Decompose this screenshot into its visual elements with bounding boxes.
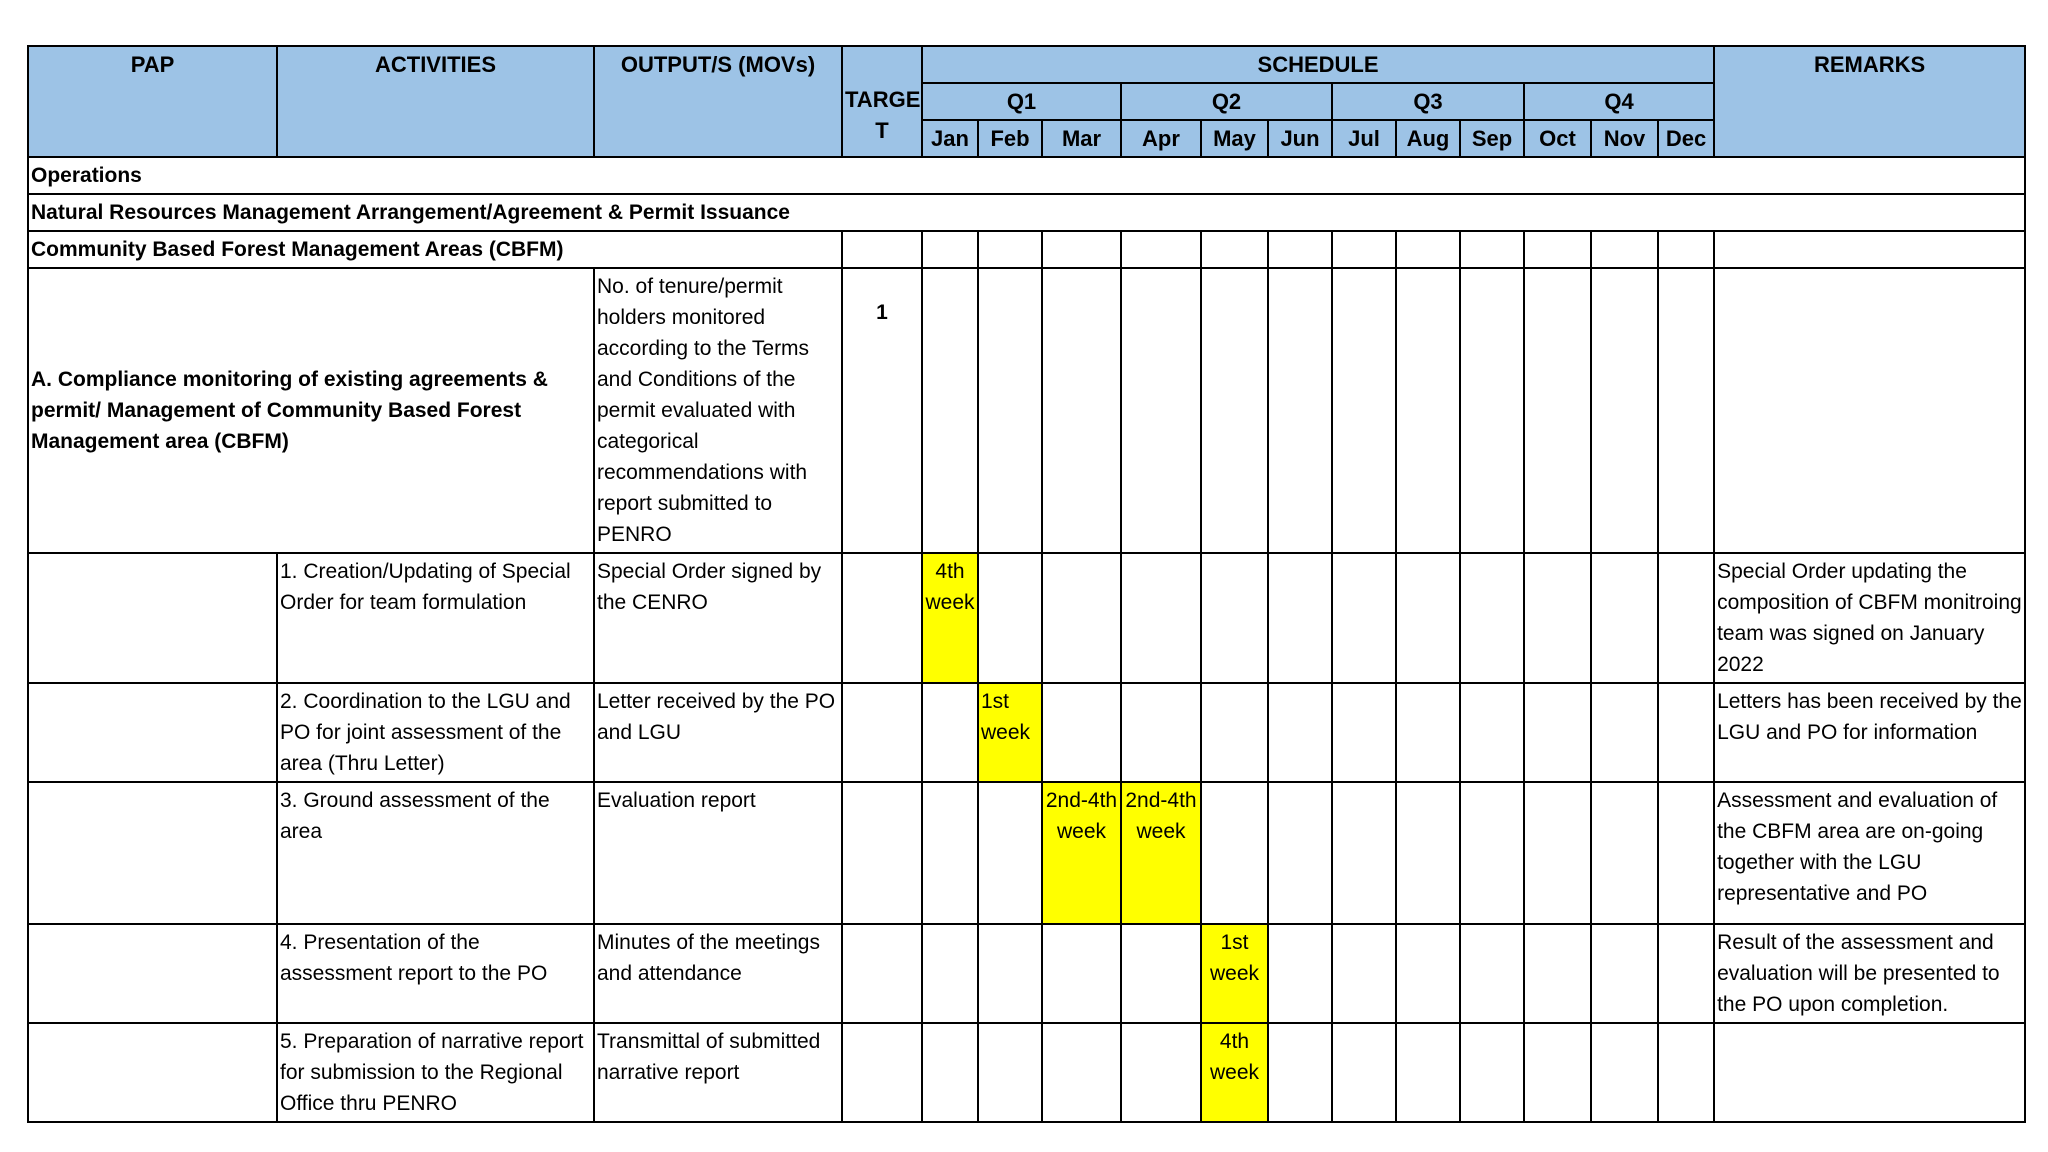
- header-month-apr: Apr: [1121, 120, 1201, 157]
- header-month-dec: Dec: [1658, 120, 1714, 157]
- schedule-cell-may: 1st week: [1201, 924, 1268, 1023]
- output-text: Transmittal of submitted narrative report: [594, 1023, 842, 1122]
- remarks-text: Special Order updating the composition of CBFM monitroing team was signed on January 2022: [1714, 553, 2025, 683]
- section-title: Natural Resources Management Arrangement/Agreement & Permit Issuance: [28, 194, 2025, 231]
- header-activities: ACTIVITIES: [277, 46, 594, 157]
- header-q4: Q4: [1524, 83, 1714, 120]
- header-month-feb: Feb: [978, 120, 1042, 157]
- header-q3: Q3: [1332, 83, 1524, 120]
- output-text: Special Order signed by the CENRO: [594, 553, 842, 683]
- remarks-text: Result of the assessment and evaluation will be presented to the PO upon completion.: [1714, 924, 2025, 1023]
- output-text: Letter received by the PO and LGU: [594, 683, 842, 782]
- activity-text: 2. Coordination to the LGU and PO for joint assessment of the area (Thru Letter): [277, 683, 594, 782]
- section-row-cbfm: [28, 231, 2025, 268]
- schedule-cell-may: 4th week: [1201, 1023, 1268, 1122]
- output-text: Evaluation report: [594, 782, 842, 924]
- activity-text: 1. Creation/Updating of Special Order for team formulation: [277, 553, 594, 683]
- main-item-output: No. of tenure/permit holders monitored according to the Terms and Conditions of the permit evaluated with categorical recommendations with report submitted to PENRO: [594, 268, 842, 553]
- main-item-target: 1: [842, 268, 922, 553]
- header-q2: Q2: [1121, 83, 1332, 120]
- work-plan-table: [27, 45, 2026, 1123]
- remarks-text: Assessment and evaluation of the CBFM area are on-going together with the LGU representative and PO: [1714, 782, 2025, 924]
- header-month-may: May: [1201, 120, 1268, 157]
- header-remarks: REMARKS: [1714, 46, 2025, 157]
- schedule-cell-jan: 4th week: [922, 553, 978, 683]
- header-outputs: OUTPUT/S (MOVs): [594, 46, 842, 157]
- header-month-oct: Oct: [1524, 120, 1591, 157]
- header-month-nov: Nov: [1591, 120, 1658, 157]
- header-q1: Q1: [922, 83, 1121, 120]
- header-pap: PAP: [28, 46, 277, 157]
- section-row-nrm: [28, 194, 2025, 231]
- table-row: [28, 553, 2025, 683]
- activity-text: 5. Preparation of narrative report for submission to the Regional Office thru PENRO: [277, 1023, 594, 1122]
- header-month-jul: Jul: [1332, 120, 1396, 157]
- table-row: [28, 1023, 2025, 1122]
- main-item-row: [28, 268, 2025, 553]
- header-month-aug: Aug: [1396, 120, 1460, 157]
- table-row: [28, 924, 2025, 1023]
- header-month-jan: Jan: [922, 120, 978, 157]
- section-row-operations: [28, 157, 2025, 194]
- table-header: [28, 46, 2025, 157]
- table-row: [28, 782, 2025, 924]
- schedule-cell-mar: 2nd-4th week: [1042, 782, 1121, 924]
- activity-text: 4. Presentation of the assessment report to the PO: [277, 924, 594, 1023]
- header-schedule: SCHEDULE: [922, 46, 1714, 83]
- table-row: [28, 683, 2025, 782]
- activity-text: 3. Ground assessment of the area: [277, 782, 594, 924]
- header-month-mar: Mar: [1042, 120, 1121, 157]
- main-item-pap: A. Compliance monitoring of existing agreements & permit/ Management of Community Based Forest Management area (CBFM): [28, 268, 594, 553]
- section-title: Community Based Forest Management Areas (CBFM): [28, 231, 842, 268]
- remarks-text: Letters has been received by the LGU and PO for information: [1714, 683, 2025, 782]
- remarks-text: [1714, 1023, 2025, 1122]
- output-text: Minutes of the meetings and attendance: [594, 924, 842, 1023]
- header-month-sep: Sep: [1460, 120, 1524, 157]
- schedule-cell-apr: 2nd-4th week: [1121, 782, 1201, 924]
- header-month-jun: Jun: [1268, 120, 1332, 157]
- section-title: Operations: [28, 157, 2025, 194]
- header-target: TARGE T: [842, 46, 922, 157]
- schedule-cell-feb: 1st week: [978, 683, 1042, 782]
